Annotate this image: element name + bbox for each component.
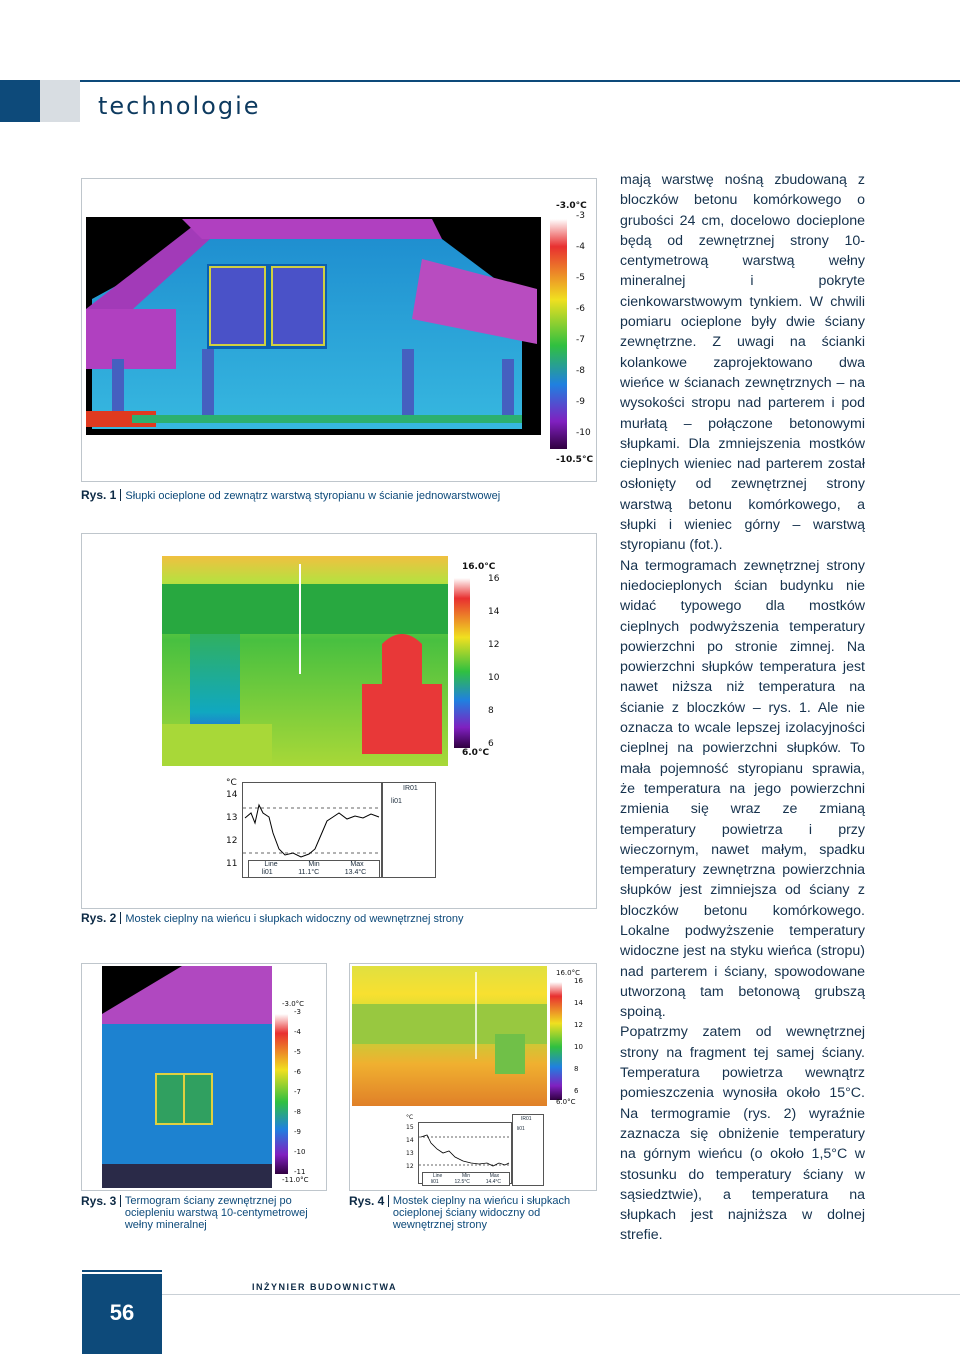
scale-tick: -10 (576, 428, 591, 438)
fig4-chart-table (422, 1172, 510, 1186)
scale-tick: 14 (574, 999, 583, 1007)
footer-top-line (82, 1270, 162, 1272)
scale-tick: -6 (294, 1068, 301, 1076)
y-tick: 13 (226, 813, 238, 823)
scale-tick: -9 (576, 397, 585, 407)
scale-tick: -3 (576, 211, 585, 221)
figure-label: Rys. 2 (81, 911, 117, 925)
figure-label: Rys. 1 (81, 488, 117, 502)
publication-name: INŻYNIER BUDOWNICTWA (252, 1282, 397, 1292)
fig2-chart-unit: °C (226, 778, 237, 788)
scale-tick: -3 (294, 1008, 301, 1016)
table-cell: 13.4°C (344, 869, 367, 876)
fig4-chart-unit: °C (406, 1114, 414, 1121)
fig4-scale-bottom: 6.0°C (556, 1098, 576, 1106)
y-tick: 14 (226, 790, 238, 800)
scale-tick: -4 (576, 242, 585, 252)
scale-tick: -7 (294, 1088, 301, 1096)
scale-tick: 16 (574, 977, 583, 985)
table-cell: 11.1°C (298, 869, 320, 876)
fig2-scale-ticks (488, 574, 499, 749)
y-tick: 11 (226, 859, 238, 869)
page-number: 56 (109, 1300, 135, 1325)
header-accent-blue (0, 80, 40, 122)
scale-tick: 12 (574, 1021, 583, 1029)
figure-1-caption (81, 489, 601, 502)
scale-tick: -7 (576, 335, 585, 345)
scale-tick: -8 (294, 1108, 301, 1116)
paragraph: Na termogramach zewnętrznej strony niedocieplonych ścian budynku nie widać typowego dla mostków cieplnych podwyższenia temperatury powierzchni po stronie zimnej. Na powierzchni słupków temperatura jest nawet niższa niż temperatura na ścianie z bloczków – rys. 1. Ale nie oznacza to wcale lepszej izolacyjności cieplnej na powierzchni słupków. To mała pojemność styropianu sprawia, że temperatura na jego powierzchni zmienia się wraz ze zmianą temperatury powietrza i przy wieczornym, nawet małym, spadku temperatury zewnętrzna powierzchnia słupków jest zimniejsza od ściany z bloczków betonu komórkowego. Lokalne podwyższenie temperatury widoczne jest na styku wieńca (stropu) nad parterem i ściany, spowodowane utworzoną tam betonową grubszą spoiną. (620, 557, 865, 1021)
scale-tick: -11 (294, 1168, 306, 1176)
y-tick: 13 (406, 1150, 414, 1157)
table-header: Min (308, 861, 320, 868)
fig2-scale-bottom: 6.0°C (462, 748, 490, 758)
scale-tick: 8 (488, 706, 494, 716)
scale-tick: 6 (574, 1087, 579, 1095)
y-tick: 14 (406, 1137, 414, 1144)
article-body (620, 170, 865, 1246)
scale-tick: -10 (294, 1148, 306, 1156)
y-tick: 12 (406, 1163, 414, 1170)
scale-tick: -5 (294, 1048, 301, 1056)
figure-label: Rys. 4 (349, 1194, 385, 1208)
scale-tick: 8 (574, 1065, 579, 1073)
figure-4-frame (349, 963, 597, 1191)
fig4-chart-yticks (406, 1124, 414, 1170)
fig4-chart-legend (512, 1114, 544, 1186)
paragraph: Popatrzmy zatem od wewnętrznej strony na fragment tej samej ściany. Temperatura powietrza wewnątrz pomieszczenia wynosiła około 15°C. Na termogramie (rys. 2) wyraźnie zaznacza się obniżenie temperatury na górnym wieńcu (o około 1,5°C w stosunku do temperatury ściany w sąsiedztwie), a temperatura na słupkach jest najniższa w dolnej strefie. (620, 1024, 865, 1244)
figure-3-frame (81, 963, 327, 1191)
table-header: Line (264, 861, 278, 868)
table-header: Max (350, 861, 364, 868)
figure-3-caption (81, 1195, 331, 1231)
table-cell: li01 (430, 1179, 439, 1185)
scale-tick: 14 (488, 607, 500, 617)
table-header: Min (461, 1173, 471, 1179)
scale-tick: 10 (574, 1043, 583, 1051)
fig1-scale-top: -3.0°C (556, 201, 587, 211)
figure-4-caption (349, 1195, 599, 1231)
figure-3-thermogram (82, 964, 326, 1190)
y-tick: 12 (226, 836, 238, 846)
figure-2-frame (81, 533, 597, 909)
figure-label: Rys. 3 (81, 1194, 117, 1208)
scale-tick: 6 (488, 739, 494, 749)
scale-tick: -5 (576, 273, 585, 283)
y-tick: 15 (406, 1124, 414, 1131)
fig3-scale-top: -3.0°C (282, 1000, 305, 1008)
fig4-scale-ticks (574, 977, 583, 1095)
caption-text: Słupki ocieplone od zewnątrz warstwą styropianu w ścianie jednowarstwowej (125, 490, 501, 502)
legend-id: IR01 (403, 785, 418, 792)
fig2-chart-legend (382, 782, 436, 878)
legend-line-id: li01 (391, 798, 402, 805)
fig2-chart-table (248, 860, 380, 878)
legend-id: IR01 (521, 1116, 532, 1122)
fig3-scale-bottom: -11.0°C (282, 1176, 309, 1184)
scale-tick: 16 (488, 574, 500, 584)
scale-tick: -9 (294, 1128, 301, 1136)
legend-line-id: li01 (517, 1126, 525, 1132)
caption-text: Mostek cieplny na wieńcu i słupkach ocieplonej ściany widoczny od wewnętrznej strony (392, 1195, 571, 1231)
fig2-scale-top: 16.0°C (462, 562, 496, 572)
table-header: Max (489, 1173, 500, 1179)
header-rule (80, 80, 960, 82)
scale-tick: -4 (294, 1028, 301, 1036)
fig3-scale-ticks (294, 1008, 305, 1176)
table-cell: 14.4°C (485, 1179, 502, 1185)
figure-2-caption (81, 912, 601, 925)
header-accent-grey (40, 80, 80, 122)
scale-tick: 12 (488, 640, 500, 650)
caption-text: Termogram ściany zewnętrznej po ociepleniu warstwą 10-centymetrowej wełny mineralnej (124, 1195, 308, 1231)
figure-1-thermogram (82, 179, 596, 481)
table-header: Line (432, 1173, 443, 1179)
scale-tick: -6 (576, 304, 585, 314)
figure-1-frame (81, 178, 597, 482)
table-cell: li01 (261, 869, 273, 876)
caption-text: Mostek cieplny na wieńcu i słupkach widoczny od wewnętrznej strony (125, 913, 464, 925)
section-title: technologie (98, 92, 261, 120)
table-cell: 12.5°C (454, 1179, 470, 1185)
fig4-scale-top: 16.0°C (556, 969, 580, 977)
fig1-scale-bottom: -10.5°C (556, 455, 594, 465)
paragraph: mają warstwę nośną zbudowaną z bloczków betonu komórkowego o grubości 24 cm, docelowo docieplone będą od zewnętrznej strony 10-centymetrową warstwą wełny mineralnej i pokryte cienkowarstwowym tynkiem. W chwili pomiaru ocieplone były dwie ściany zewnętrzne. Z uwagi na ścianki kolankowe zaprojektowano dwa wieńce w ścianach zewnętrznych – na wysokości stropu nad parterem i pod murłatą – połączone betonowymi słupkami. Dla zmniejszenia mostków cieplnych wieniec nad parterem został osłonięty od zewnętrznej strony warstwą betonu komórkowego, a słupki i wieniec górny – warstwą styropianu (fot.). (620, 172, 865, 554)
scale-tick: -8 (576, 366, 585, 376)
scale-tick: 10 (488, 673, 500, 683)
fig2-chart-yticks (226, 790, 237, 869)
footer-rule (162, 1294, 960, 1295)
fig1-scale-ticks (576, 211, 591, 448)
